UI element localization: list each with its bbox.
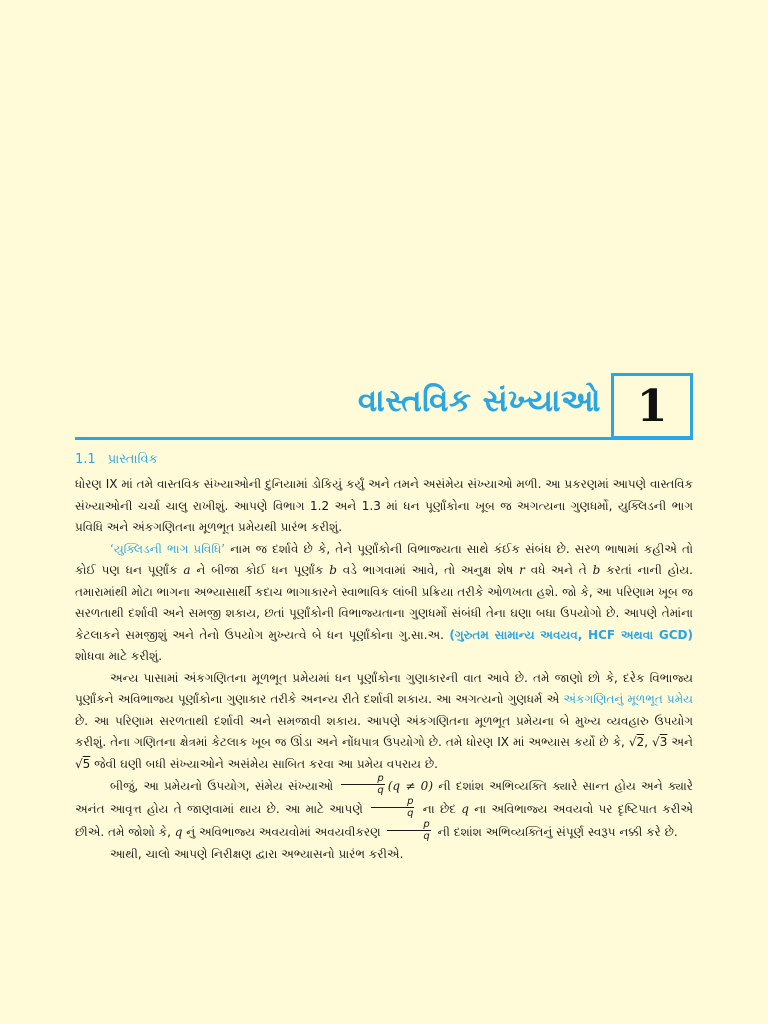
text-span: અને — [667, 735, 693, 749]
radicand: 3 — [659, 735, 668, 749]
math-condition: (q ≠ 0) — [387, 779, 433, 793]
text-span: , — [644, 735, 653, 749]
text-span: નું અવિભાજ્ય અવયવોમાં અવયવીકરણ — [182, 825, 385, 839]
text-span: ના અવિભાજ્ય અવયવો પર દૃષ્ટિપાત કરીએ છીએ. તમે જોશો કે, — [75, 802, 694, 839]
math-var: q — [461, 802, 469, 816]
fraction-p-over-q — [387, 819, 430, 842]
paragraph-4 — [75, 775, 693, 844]
sqrt-2: √2 — [628, 735, 645, 749]
paragraph-1: ધોરણ IX માં તમે વાસ્તવિક સંખ્યાઓની દુનિયામાં ડોકિયું કર્યું અને તમને અસંમેય સંખ્યાઓ મળી. આ પ્રકરણમાં આપણે વાસ્તવિક સંખ્યાઓની ચર્ચા ચાલુ રાખીશું. આપણે વિભાગ 1.2 અને 1.3 માં ધન પૂર્ણાંકોના ખૂબ જ અગત્યના ગુણધર્મો, યુક્લિડની ભાગ પ્રવિધિ અને અંકગણિતના મૂળભૂત પ્રમેયથી પ્રારંભ કરીશું. — [75, 477, 693, 534]
text-span: ની દશાંશ અભિવ્યક્તિનું સંપૂર્ણ સ્વરૂપ નક્કી કરે છે. — [433, 825, 678, 839]
body-text — [75, 474, 693, 866]
text-span: ના છેદ — [417, 802, 462, 816]
radicand: 5 — [82, 756, 91, 771]
text-span: ની દશાંશ અભિવ્યક્તિ ક્યારે સાન્ત હોય અને ક્યારે અનંત આવૃત્ત હોય તે જાણવામાં થાય છે. આ માટે આપણે — [75, 779, 693, 816]
fundamental-theorem-term: અંકગણિતનું મૂળભૂત પ્રમેય — [563, 692, 693, 706]
math-var: b — [592, 563, 601, 577]
fraction-denominator: q — [377, 785, 384, 796]
fraction-denominator: q — [407, 808, 414, 819]
text-span: વડે ભાગવામાં આવે, તો અનુક્ષ શેષ — [336, 563, 520, 577]
section-title: પ્રાસ્તાવિક — [107, 452, 158, 467]
chapter-title: વાસ્તવિક સંખ્યાઓ — [357, 383, 601, 419]
radicand: 2 — [636, 735, 645, 749]
text-span: શોધવા માટે કરીશું. — [75, 649, 163, 663]
chapter-number: 1 — [636, 380, 668, 432]
euclid-division-term: ‘યુક્લિડની ભાગ પ્રવિધિ’ — [110, 541, 226, 556]
chapter-number-box — [611, 373, 693, 439]
hcf-term: (ગુરુતમ સામાન્ય અવયવ, HCF અથવા GCD) — [449, 627, 693, 642]
paragraph-2 — [75, 539, 693, 668]
fraction-p-over-q — [371, 796, 414, 819]
text-span: જેવી ઘણી બધી સંખ્યાઓને અસંમેય સાબિત કરવા આ પ્રમેય વપરાય છે. — [90, 756, 438, 771]
chapter-header — [75, 373, 693, 439]
math-var: a — [183, 563, 191, 577]
fraction-numerator: p — [371, 796, 414, 808]
section-heading — [75, 452, 158, 467]
sqrt-3: √3 — [652, 735, 668, 749]
fraction-denominator: q — [423, 831, 430, 842]
text-span: બીજું, આ પ્રમેયનો ઉપયોગ, સંમેય સંખ્યાઓ — [110, 779, 339, 793]
text-span: છે. આ પરિણામ સરળતાથી દર્શાવી અને સમજાવી શકાય. આપણે અંકગણિતના મૂળભૂત પ્રમેયના બે મુખ્ય વ્યવહારુ ઉપયોગ કરીશું. તેના ગણિતના ક્ષેત્રમાં કેટલાક ખૂબ જ ઊંડા અને નોંધપાત્ર ઉપયોગો છે. તમે ધોરણ IX માં અભ્યાસ કર્યો છે કે, — [75, 713, 693, 749]
sqrt-5: √5 — [75, 756, 91, 771]
text-span: નામ જ દર્શાવે છે કે, તેને પૂર્ણાંકોની વિભાજ્યતા સાથે કંઈક સંબંધ છે. સરળ ભાષામાં કહીએ તો કોઈ પણ ધન પૂર્ણાંક — [75, 541, 693, 577]
paragraph-3 — [75, 668, 693, 776]
fraction-p-over-q — [341, 773, 384, 796]
fraction-numerator: p — [387, 819, 430, 831]
math-var: r — [519, 563, 525, 577]
math-var: q — [174, 825, 183, 839]
text-span: અન્ય પાસામાં અંકગણિતના મૂળભૂત પ્રમેયમાં ધન પૂર્ણાંકોના ગુણાકારની વાત આવે છે. તમે જાણો છો કે, દરેક વિભાજ્ય પૂર્ણાંકને અવિભાજ્ય પૂર્ણાંકોના ગુણાકાર તરીકે અનન્ય રીતે દર્શાવી શકાય. આ અગત્યનો ગુણધર્મ એ — [75, 670, 693, 706]
chapter-header-rule — [75, 437, 693, 440]
paragraph-5: આથી, ચાલો આપણે નિરીક્ષણ દ્વારા અભ્યાસનો પ્રારંભ કરીએ. — [110, 847, 404, 861]
section-number: 1.1 — [75, 452, 96, 467]
text-span: કરતાં નાની હોય. તમારામાંથી મોટા ભાગના અભ્યાસાર્થી કદાચ ભાગાકારને સ્વાભાવિક લાંબી પ્રક્રિયા તરીકે ઓળખતા હશે. જો કે, આ પરિણામ ખૂબ જ સરળતાથી દર્શાવી અને સમજી શકાય, છતાં પૂર્ણાંકોની વિભાજ્યતાના ગુણધર્મો સંબંધી તેના ઘણા બધા ઉપયોગો છે. આપણે તેમાંના કેટલાકને સમજીશું અને તેનો ઉપયોગ મુખ્યત્વે બે ધન પૂર્ણાંકોના ગુ.સા.અ. — [75, 563, 693, 642]
math-var: b — [329, 563, 337, 577]
fraction-numerator: p — [341, 773, 384, 785]
text-span: વધે અને તે — [524, 563, 593, 577]
text-span: ને બીજા કોઈ ધન પૂર્ણાંક — [190, 563, 330, 577]
